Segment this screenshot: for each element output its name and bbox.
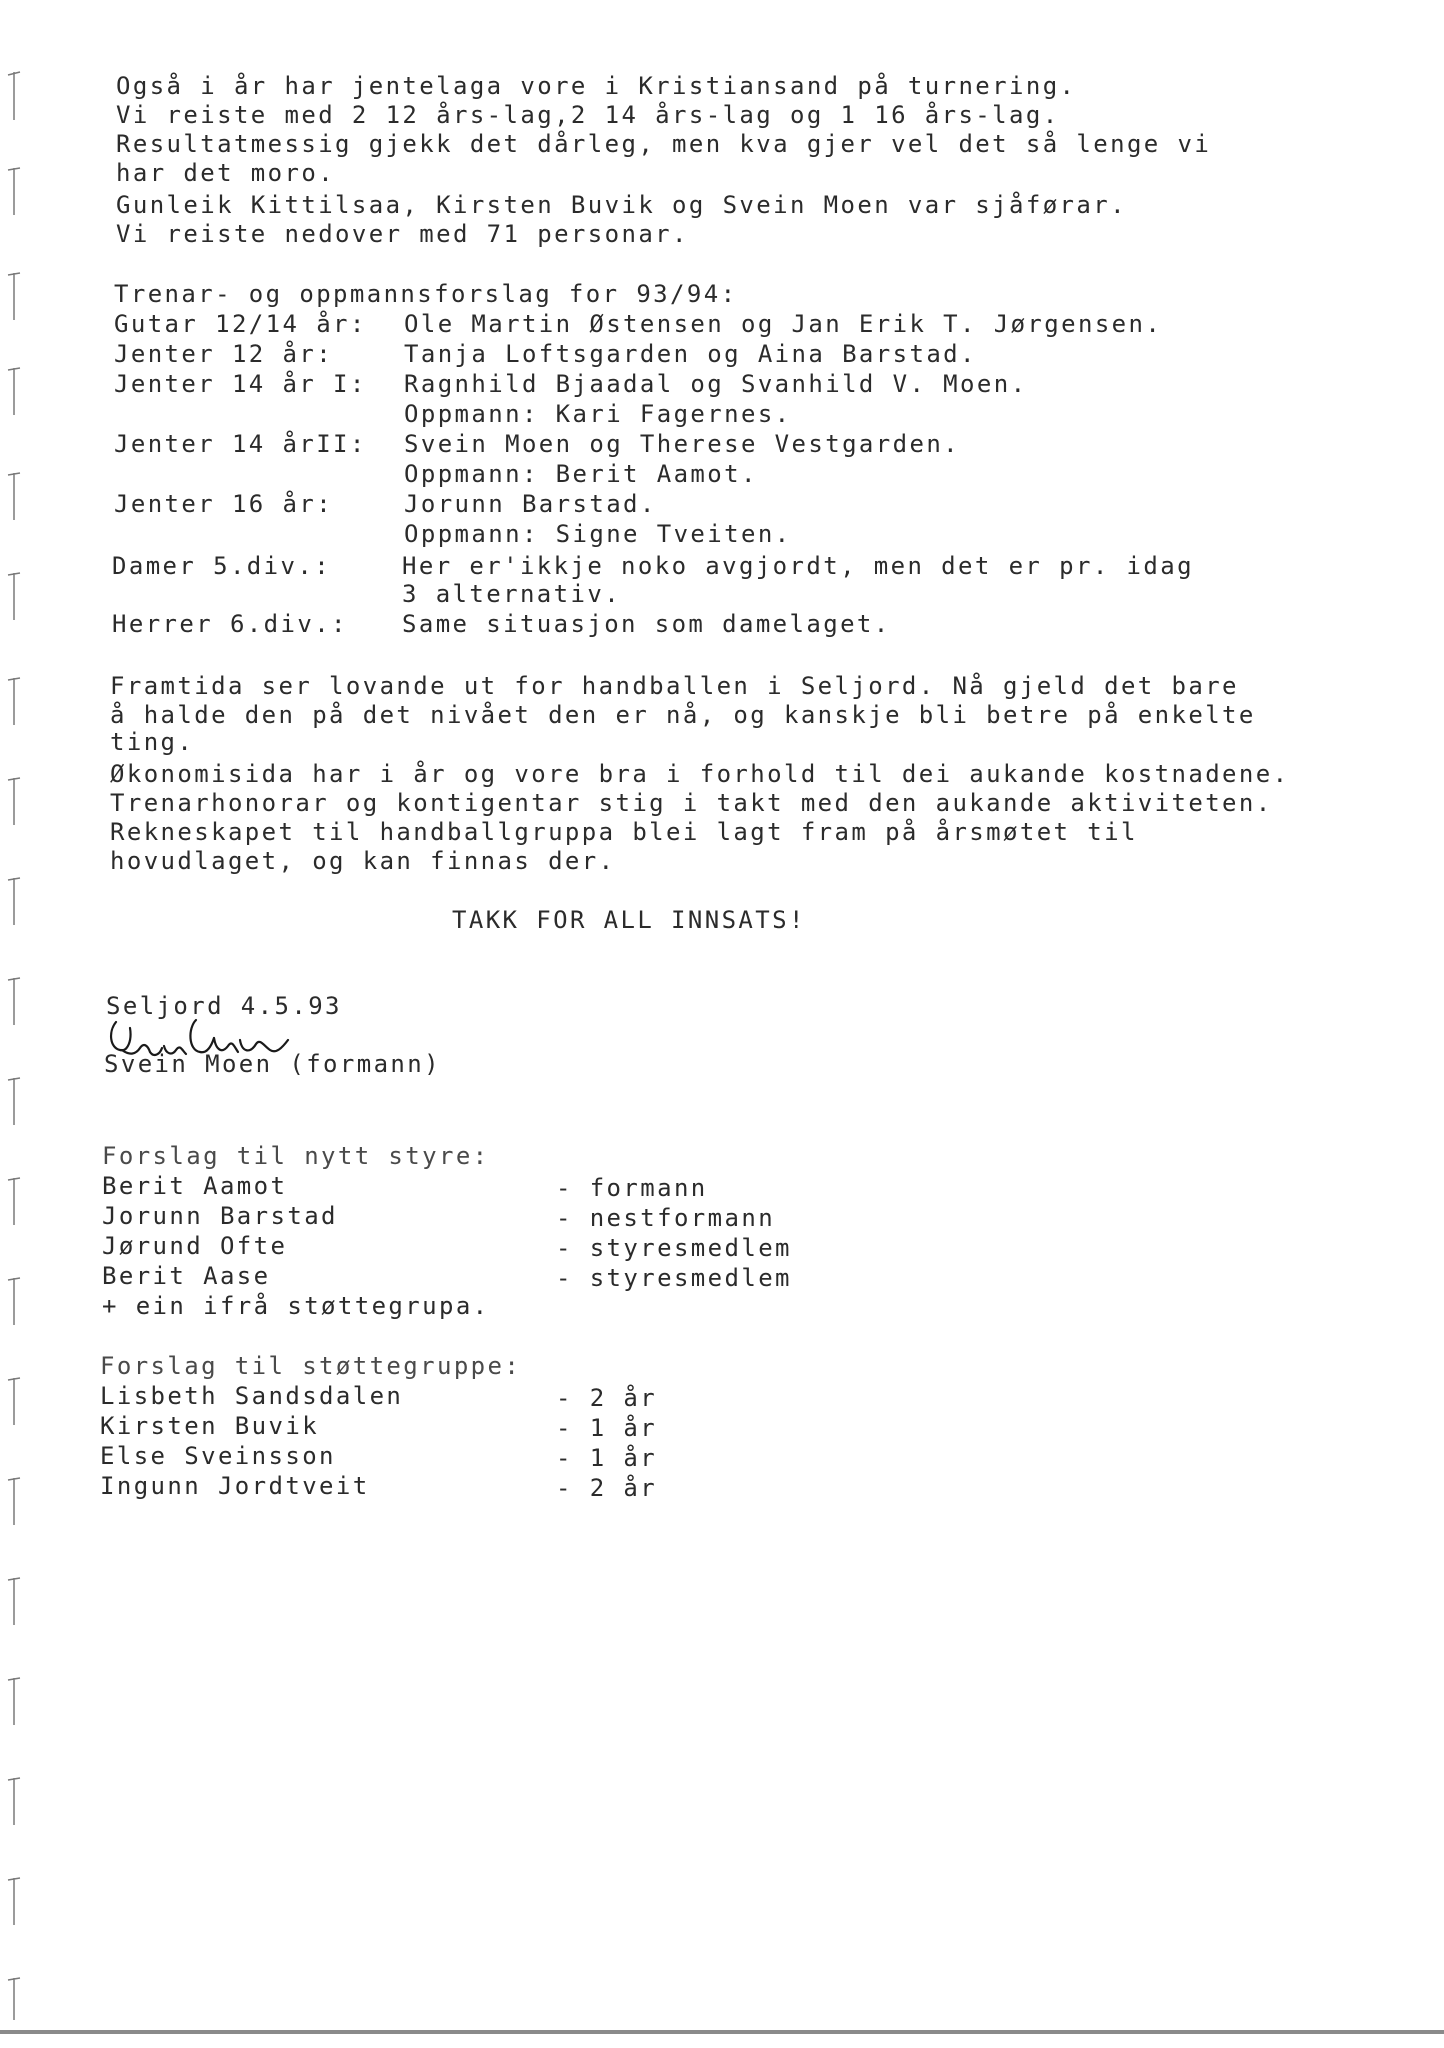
future-line: ting. bbox=[110, 728, 195, 756]
support-member-name: Else Sveinsson bbox=[100, 1442, 336, 1470]
future-line: Trenarhonorar og kontigentar stig i takt med den aukande aktiviteten. bbox=[110, 789, 1273, 817]
trainers-heading: Trenar- og oppmannsforslag for 93/94: bbox=[114, 280, 738, 308]
place-date: Seljord 4.5.93 bbox=[106, 992, 342, 1020]
intro-line: Vi reiste med 2 12 års-lag,2 14 års-lag og 1 16 års-lag. bbox=[116, 101, 1060, 129]
trainer-group-value: Jorunn Barstad. bbox=[404, 490, 657, 518]
support-member-term: - 1 år bbox=[556, 1414, 658, 1442]
trainer-group-label: Damer 5.div.: bbox=[112, 552, 332, 580]
board-member-name: Berit Aamot bbox=[102, 1172, 288, 1200]
board-member-name: Jørund Ofte bbox=[102, 1232, 288, 1260]
trainer-group-value: Her er'ikkje noko avgjordt, men det er pr. idag bbox=[402, 552, 1194, 580]
board-member-role: - styresmedlem bbox=[556, 1264, 792, 1292]
support-member-name: Kirsten Buvik bbox=[100, 1412, 320, 1440]
board-heading: Forslag til nytt styre: bbox=[102, 1142, 490, 1170]
future-line: Framtida ser lovande ut for handballen i Seljord. Nå gjeld det bare bbox=[110, 672, 1239, 700]
future-line: å halde den på det nivået den er nå, og kanskje bli betre på enkelte bbox=[110, 701, 1256, 729]
support-member-term: - 2 år bbox=[556, 1384, 658, 1412]
thanks-line: TAKK FOR ALL INNSATS! bbox=[452, 906, 806, 934]
trainer-group-value: Oppmann: Berit Aamot. bbox=[404, 460, 758, 488]
binder-margin-marks bbox=[0, 0, 40, 2048]
support-heading: Forslag til støttegruppe: bbox=[100, 1352, 522, 1380]
support-member-name: Ingunn Jordtveit bbox=[100, 1472, 370, 1500]
support-member-term: - 1 år bbox=[556, 1444, 658, 1472]
trainer-group-label: Herrer 6.div.: bbox=[112, 610, 348, 638]
future-line: hovudlaget, og kan finnas der. bbox=[110, 847, 616, 875]
trainer-group-value: 3 alternativ. bbox=[402, 580, 622, 608]
intro-line: Vi reiste nedover med 71 personar. bbox=[116, 220, 689, 248]
signer-name: Svein Moen (formann) bbox=[104, 1050, 441, 1078]
board-extra: + ein ifrå støttegrupa. bbox=[102, 1292, 490, 1320]
trainer-group-value: Oppmann: Kari Fagernes. bbox=[404, 400, 792, 428]
trainer-group-value: Ole Martin Østensen og Jan Erik T. Jørgensen. bbox=[404, 310, 1163, 338]
future-line: Rekneskapet til handballgruppa blei lagt fram på årsmøtet til bbox=[110, 818, 1138, 846]
trainer-group-label: Jenter 14 årII: bbox=[114, 430, 367, 458]
trainer-group-value: Ragnhild Bjaadal og Svanhild V. Moen. bbox=[404, 370, 1028, 398]
intro-line: Resultatmessig gjekk det dårleg, men kva gjer vel det så lenge vi bbox=[116, 130, 1212, 158]
intro-line: Gunleik Kittilsaa, Kirsten Buvik og Svein Moen var sjåførar. bbox=[116, 191, 1127, 219]
trainer-group-value: Oppmann: Signe Tveiten. bbox=[404, 520, 792, 548]
board-member-role: - nestformann bbox=[556, 1204, 776, 1232]
trainer-group-label: Jenter 14 år I: bbox=[114, 370, 367, 398]
board-member-role: - styresmedlem bbox=[556, 1234, 792, 1262]
board-member-name: Jorunn Barstad bbox=[102, 1202, 338, 1230]
intro-line: har det moro. bbox=[116, 159, 336, 187]
trainer-group-value: Svein Moen og Therese Vestgarden. bbox=[404, 430, 961, 458]
future-line: Økonomisida har i år og vore bra i forhold til dei aukande kostnadene. bbox=[110, 760, 1290, 788]
intro-line: Også i år har jentelaga vore i Kristiansand på turnering. bbox=[116, 72, 1077, 100]
trainer-group-value: Same situasjon som damelaget. bbox=[402, 610, 891, 638]
support-member-name: Lisbeth Sandsdalen bbox=[100, 1382, 404, 1410]
trainer-group-label: Jenter 16 år: bbox=[114, 490, 334, 518]
bottom-scan-edge bbox=[0, 2030, 1444, 2034]
board-member-name: Berit Aase bbox=[102, 1262, 271, 1290]
board-member-role: - formann bbox=[556, 1174, 708, 1202]
support-member-term: - 2 år bbox=[556, 1474, 658, 1502]
trainer-group-value: Tanja Loftsgarden og Aina Barstad. bbox=[404, 340, 977, 368]
trainer-group-label: Gutar 12/14 år: bbox=[114, 310, 367, 338]
trainer-group-label: Jenter 12 år: bbox=[114, 340, 334, 368]
